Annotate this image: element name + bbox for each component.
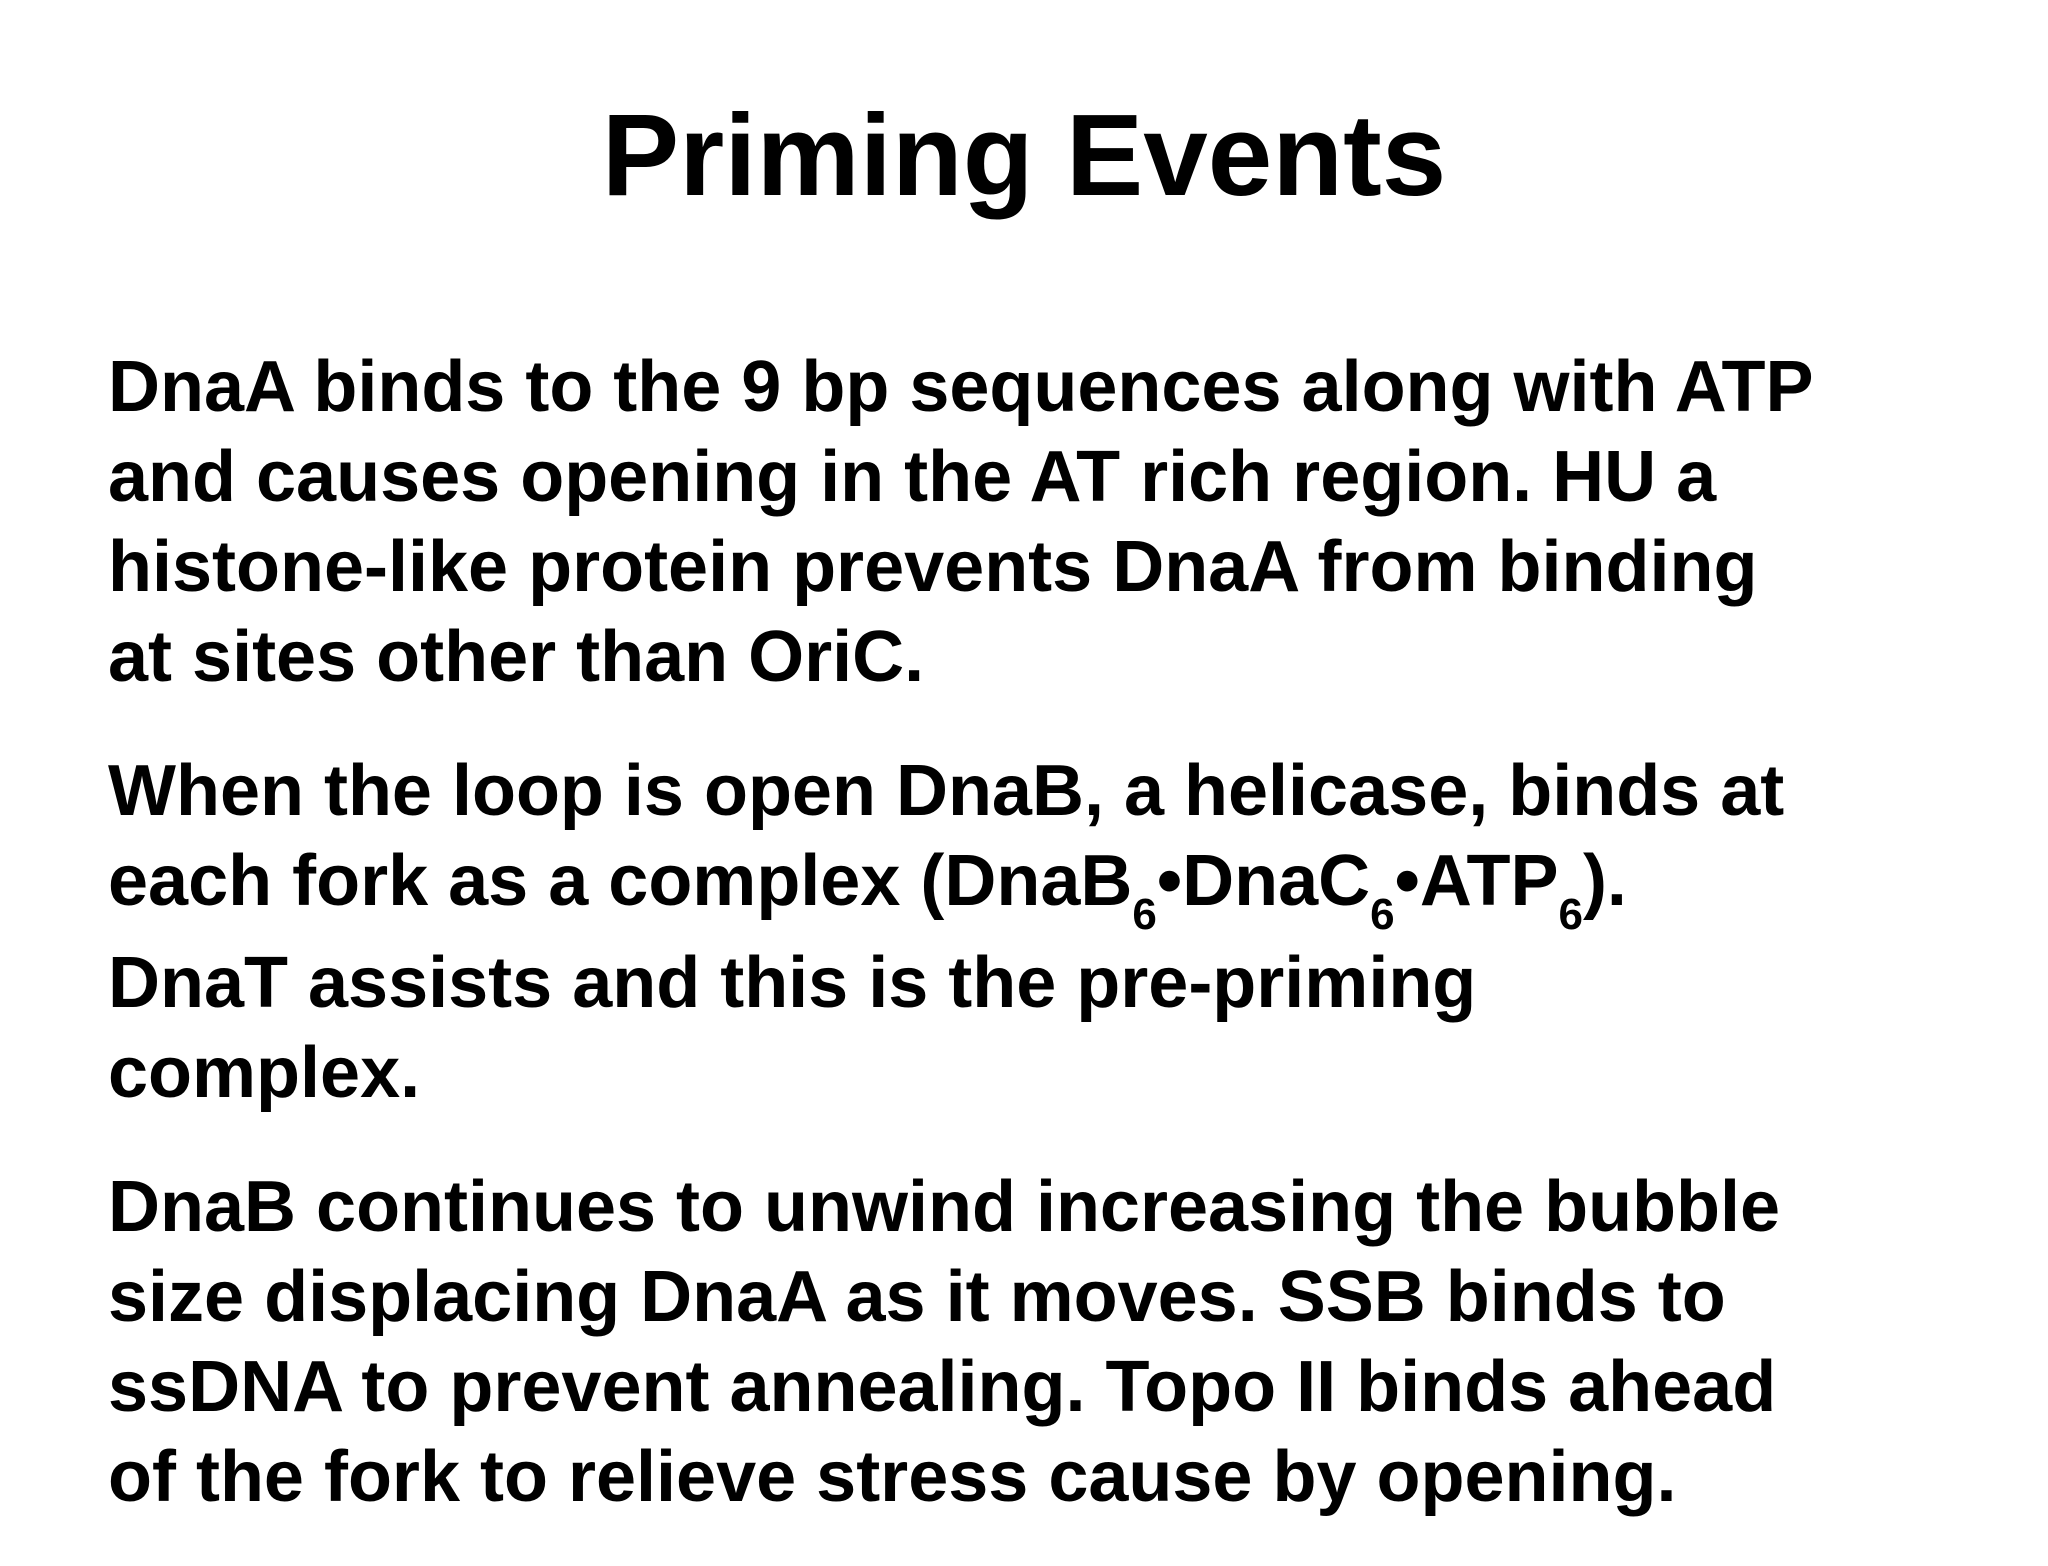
complex-dnac: DnaC — [1182, 841, 1371, 921]
bullet-separator: • — [1156, 841, 1183, 921]
text-line: of the fork to relieve stress cause by opening. — [108, 1437, 1677, 1517]
text-line: and causes opening in the AT rich region. HU a — [108, 437, 1717, 517]
complex-suffix: ). — [1582, 841, 1627, 921]
complex-dnab: DnaB — [944, 841, 1133, 921]
paragraph-dnab-unwinding — [108, 1162, 2008, 1522]
text-line: size displacing DnaA as it moves. SSB binds to — [108, 1257, 1726, 1337]
text-line: at sites other than OriC. — [108, 617, 925, 697]
subscript: 6 — [1558, 890, 1583, 939]
subscript: 6 — [1132, 890, 1157, 939]
text-line: ssDNA to prevent annealing. Topo II binds ahead — [108, 1347, 1777, 1427]
slide-title: Priming Events — [601, 90, 1447, 220]
text-line: DnaT assists and this is the pre-priming — [108, 943, 1477, 1023]
bullet-separator: • — [1394, 841, 1420, 921]
text-line: complex. — [108, 1033, 421, 1113]
text-line-complex — [108, 836, 2008, 939]
slide-body — [108, 342, 2008, 1566]
text-line: When the loop is open DnaB, a helicase, binds at — [108, 751, 1785, 831]
complex-atp: ATP — [1419, 841, 1559, 921]
paragraph-dnab-helicase — [108, 746, 2008, 1118]
subscript: 6 — [1370, 890, 1395, 939]
text-line: DnaB continues to unwind increasing the bubble — [108, 1167, 1781, 1247]
complex-prefix: each fork as a complex ( — [108, 841, 945, 921]
text-line: DnaA binds to the 9 bp sequences along with ATP — [108, 347, 1814, 427]
text-line: histone-like protein prevents DnaA from binding — [108, 527, 1758, 607]
paragraph-dnaa-binding — [108, 342, 2008, 702]
